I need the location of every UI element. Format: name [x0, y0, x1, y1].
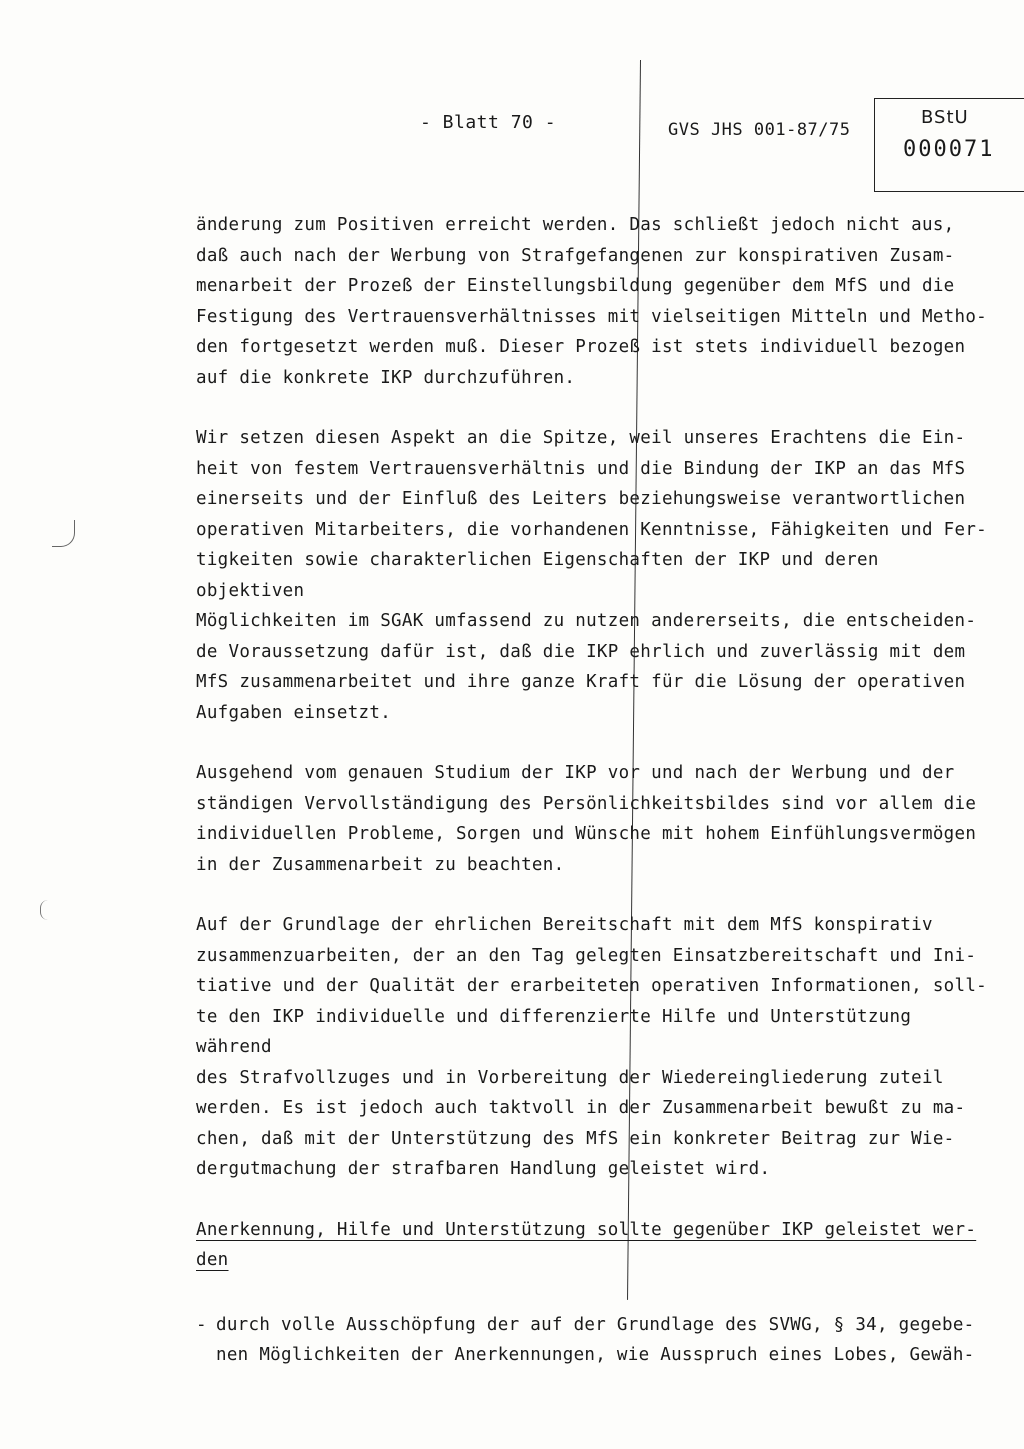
margin-mark-left-lower: [40, 900, 49, 920]
paragraph-1: änderung zum Positiven erreicht werden. Das schließt jedoch nicht aus, daß auch nach der Werbung von Strafgefangenen zur konspirativen Zusam- menarbeit der Prozeß der Einstellungsbildung gegenüber dem MfS und die Festigung des Vertrauensverhältnisses mit vielseitigen Mitteln und Metho- den fortgesetzt werden muß. Dieser Prozeß ist stets individuell bezogen auf die konkrete IKP durchzuführen.: [196, 215, 988, 388]
body-text: [196, 210, 996, 1371]
bullet-mark: -: [196, 1314, 207, 1335]
stamp-number: 000071: [903, 137, 995, 162]
bullet-text: durch volle Ausschöpfung der auf der Grundlage des SVWG, § 34, gegebe- nen Möglichkeiten der Anerkennungen, wie Ausspruch eines Lobes, Gewäh-: [216, 1314, 975, 1365]
paragraph-3: Ausgehend vom genauen Studium der IKP vor und nach der Werbung und der ständigen Vervollständigung des Persönlichkeitsbildes sind vor allem die individuellen Probleme, Sorgen und Wünsche mit hohem Einfühlungsvermögen in der Zusammenarbeit zu beachten.: [196, 763, 977, 875]
paragraph-4: Auf der Grundlage der ehrlichen Bereitschaft mit dem MfS konspirativ zusammenzuarbeiten, der an den Tag gelegten Einsatzbereitschaft und Ini- tiative und der Qualität der erarbeiteten operativen Informationen, soll- te den IKP individuelle und differenzierte Hilfe und Unterstützung während des Strafvollzuges und in Vorbereitung der Wiedereingliederung zuteil werden. Es ist jedoch auch taktvoll in der Zusammenarbeit bewußt zu ma- chen, daß mit der Unterstützung des MfS ein konkreter Beitrag zur Wie- dergutmachung der strafbaren Handlung geleistet wird.: [196, 915, 988, 1179]
paragraph-2: Wir setzen diesen Aspekt an die Spitze, weil unseres Erachtens die Ein- heit von festem Vertrauensverhältnis und die Bindung der IKP an das MfS einerseits und der Einfluß des Leiters beziehungsweise verantwortlichen operativen Mitarbeiters, die vorhandenen Kenntnisse, Fähigkeiten und Fer- tigkeiten sowie charakterlichen Eigenschaften der IKP und deren objektiven Möglichkeiten im SGAK umfassend zu nutzen andererseits, die entscheiden- de Voraussetzung dafür ist, daß die IKP ehrlich und zuverlässig mit dem MfS zusammenarbeitet und ihre ganze Kraft für die Lösung der operativen Aufgaben einsetzt.: [196, 428, 988, 723]
margin-mark-left: [52, 520, 75, 547]
bullet-item: [196, 1310, 996, 1371]
stamp-label: BStU: [921, 107, 969, 128]
document-reference: GVS JHS 001-87/75: [668, 120, 851, 140]
page-number-label: - Blatt 70 -: [420, 112, 557, 133]
archive-stamp: [874, 98, 1024, 192]
section-heading: Anerkennung, Hilfe und Unterstützung sollte gegenüber IKP geleistet wer- den: [196, 1219, 977, 1270]
